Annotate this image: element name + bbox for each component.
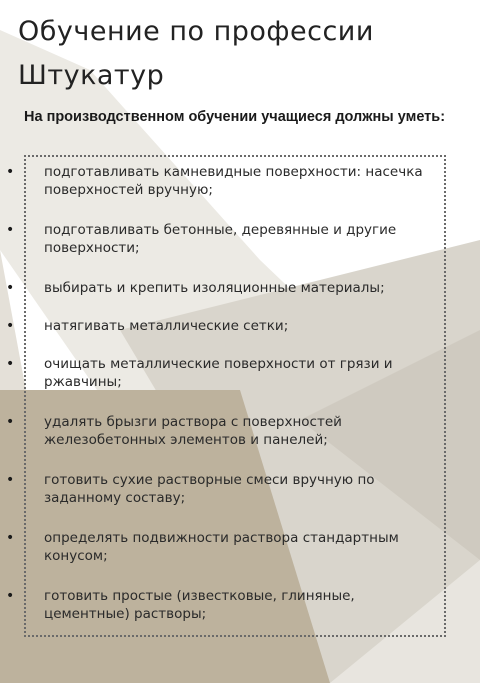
bullet-icon: •	[6, 414, 15, 430]
bullet-icon: •	[6, 356, 15, 372]
page-title	[18, 10, 374, 98]
list-item-text: выбирать и крепить изоляционные материалы;	[44, 280, 385, 296]
bullet-icon: •	[6, 530, 15, 546]
list-item	[6, 163, 436, 199]
bullet-icon: •	[6, 318, 15, 334]
list-item	[6, 529, 436, 565]
list-item-text: натягивать металлические сетки;	[44, 318, 289, 334]
list-item	[6, 355, 436, 391]
skills-box	[6, 155, 446, 637]
list-item-text: готовить сухие растворные смеси вручную по заданному составу;	[44, 472, 375, 506]
list-item	[6, 413, 436, 449]
bullet-icon: •	[6, 472, 15, 488]
title-line-1: Обучение по профессии	[18, 16, 374, 47]
intro-text: На производственном обучении учащиеся должны уметь:	[24, 109, 446, 125]
list-item	[6, 221, 436, 257]
bullet-icon: •	[6, 222, 15, 238]
list-item	[6, 279, 436, 297]
bullet-icon: •	[6, 164, 15, 180]
list-item-text: готовить простые (известковые, глиняные, цементные) растворы;	[44, 588, 355, 622]
list-item-text: подготавливать бетонные, деревянные и другие поверхности;	[44, 222, 397, 256]
list-item	[6, 317, 436, 335]
bullet-icon: •	[6, 280, 15, 296]
list-item	[6, 471, 436, 507]
list-item	[6, 587, 436, 623]
bullet-icon: •	[6, 588, 15, 604]
title-line-2: Штукатур	[18, 60, 165, 91]
list-item-text: определять подвижности раствора стандартным конусом;	[44, 530, 399, 564]
list-item-text: очищать металлические поверхности от грязи и ржавчины;	[44, 356, 393, 390]
list-item-text: удалять брызги раствора с поверхностей железобетонных элементов и панелей;	[44, 414, 342, 448]
list-item-text: подготавливать камневидные поверхности: насечка поверхностей вручную;	[44, 164, 423, 198]
